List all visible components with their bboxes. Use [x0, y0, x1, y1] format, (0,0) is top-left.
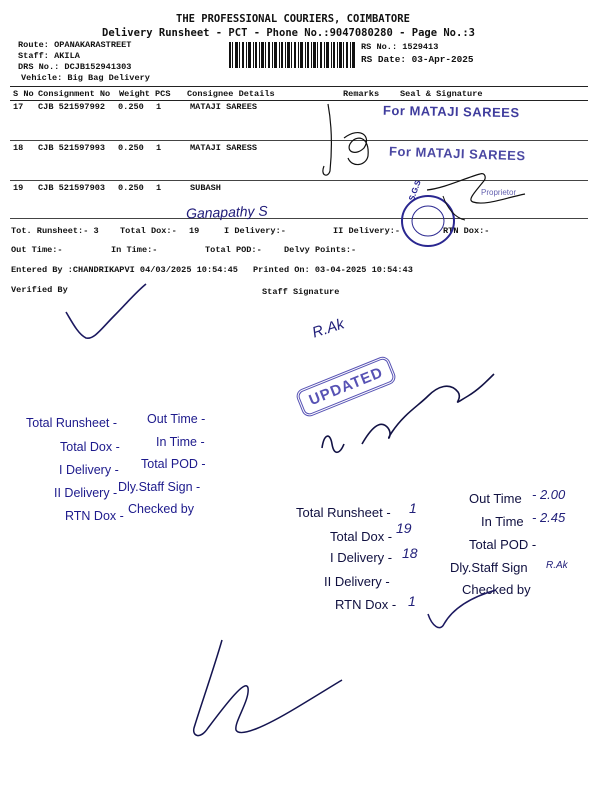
row-19-sno: 19 [13, 183, 24, 193]
total-dox-value: 19 [189, 226, 200, 236]
left-out-time: Out Time - [147, 412, 206, 426]
row-17-consignee: MATAJI SAREES [190, 102, 258, 112]
lower-dly-staff-value: R.Ak [546, 560, 568, 571]
large-signature [318, 352, 498, 472]
lower-dly-staff-sign: Dly.Staff Sign [450, 560, 528, 575]
i-delivery-label: I Delivery:- [224, 226, 286, 236]
vehicle: Vehicle: Big Bag Delivery [21, 73, 150, 83]
lower-value-i-delivery: 18 [402, 545, 418, 561]
col-consignment: Consignment No [38, 89, 111, 99]
left-total-runsheet: Total Runsheet - [26, 416, 118, 430]
updated-stamp-text: UPDATED [294, 354, 398, 418]
row-19-pcs: 1 [156, 183, 162, 193]
drs-number: DRS No.: DCJB152941303 [18, 62, 132, 72]
mataji-seal-2: For MATAJI SAREES [388, 143, 526, 164]
handwritten-rak-top: R.Ak [310, 315, 347, 342]
in-time-label: In Time:- [111, 245, 158, 255]
col-sno: S No [13, 89, 34, 99]
signature-seal-scribble [425, 168, 535, 228]
runsheet-subtitle: Delivery Runsheet - PCT - Phone No.:9047080280 - Page No.:3 [102, 27, 475, 39]
left-rtn-dox: RTN Dox - [65, 509, 124, 523]
staff-signature-label: Staff Signature [262, 287, 340, 297]
lower-i-delivery: I Delivery - [330, 550, 393, 565]
rs-number: RS No.: 1529413 [361, 42, 439, 52]
left-checked-by: Checked by [128, 502, 195, 516]
row-17-sno: 17 [13, 102, 24, 112]
company-name: THE PROFESSIONAL COURIERS, COIMBATORE [176, 13, 410, 25]
barcode-graphic [229, 42, 356, 68]
lower-out-time: Out Time [469, 491, 522, 506]
checked-by-checkmark [424, 588, 504, 638]
total-dox-label: Total Dox:- [120, 226, 177, 236]
row-18-sno: 18 [13, 143, 24, 153]
row-18-consignee: MATAJI SARESS [190, 143, 258, 153]
col-seal-signature: Seal & Signature [400, 89, 483, 99]
row-17-weight: 0.250 [118, 102, 144, 112]
col-pcs: PCS [155, 89, 171, 99]
row-17-pcs: 1 [156, 102, 162, 112]
ii-delivery-label: II Delivery:- [333, 226, 401, 236]
left-in-time: In Time - [156, 435, 205, 449]
lower-rtn-dox: RTN Dox - [335, 597, 397, 612]
lower-total-runsheet: Total Runsheet - [296, 505, 391, 520]
lower-total-pod: Total POD - [469, 537, 537, 552]
row-19-consignment: CJB 521597903 [38, 183, 106, 193]
lower-value-dox: 19 [396, 520, 412, 536]
out-time-label: Out Time:- [11, 245, 63, 255]
total-pod-label: Total POD:- [205, 245, 262, 255]
verified-by: Verified By [11, 285, 68, 295]
proprietor-stamp: Proprietor [481, 188, 517, 197]
row-18-weight: 0.250 [118, 143, 144, 153]
left-i-delivery: I Delivery - [59, 463, 119, 477]
col-remarks: Remarks [343, 89, 380, 99]
tot-runsheet: Tot. Runsheet:- 3 [11, 226, 99, 236]
verified-checkmark [62, 280, 162, 360]
barcode [229, 42, 356, 68]
lower-ii-delivery: II Delivery - [324, 574, 390, 589]
lower-in-time-value: - 2.45 [532, 510, 566, 525]
round-seal-text: S.G.S [407, 178, 423, 203]
staff: Staff: AKILA [18, 51, 80, 61]
lower-value-rtn: 1 [408, 593, 416, 609]
col-weight: Weight [119, 89, 150, 99]
row-17-consignment: CJB 521597992 [38, 102, 106, 112]
row-divider [10, 140, 588, 141]
left-total-pod: Total POD - [141, 457, 206, 471]
row-19-consignee: SUBASH [190, 183, 221, 193]
rs-date: RS Date: 03-Apr-2025 [361, 54, 474, 65]
row-19-weight: 0.250 [118, 183, 144, 193]
lower-out-time-value: - 2.00 [532, 487, 566, 502]
left-ii-delivery: II Delivery - [54, 486, 118, 500]
handwritten-ganapathy: Ganapathy S [185, 202, 268, 222]
left-dly-staff-sign: Dly.Staff Sign - [118, 480, 201, 494]
rtn-dox-label: RTN Dox:- [443, 226, 490, 236]
printed-on: Printed On: 03-04-2025 10:54:43 [253, 265, 413, 275]
lower-checked-by: Checked by [462, 582, 531, 597]
left-total-dox: Total Dox - [60, 440, 120, 454]
signature-remarks-scribble [310, 96, 400, 186]
lower-value-runsheet: 1 [409, 500, 417, 516]
row-18-consignment: CJB 521597993 [38, 143, 106, 153]
bottom-signature [186, 628, 346, 748]
table-header-rule [10, 100, 588, 101]
table-top-rule [10, 86, 588, 87]
delvy-points-label: Delvy Points:- [284, 245, 357, 255]
row-18-pcs: 1 [156, 143, 162, 153]
lower-total-dox: Total Dox - [330, 529, 393, 544]
mataji-seal-1: For MATAJI SAREES [382, 102, 520, 121]
col-consignee: Consignee Details [187, 89, 275, 99]
entered-by: Entered By :CHANDRIKAPVI 04/03/2025 10:54:45 [11, 265, 238, 275]
lower-in-time: In Time [481, 514, 524, 529]
route: Route: OPANAKARASTREET [18, 40, 132, 50]
